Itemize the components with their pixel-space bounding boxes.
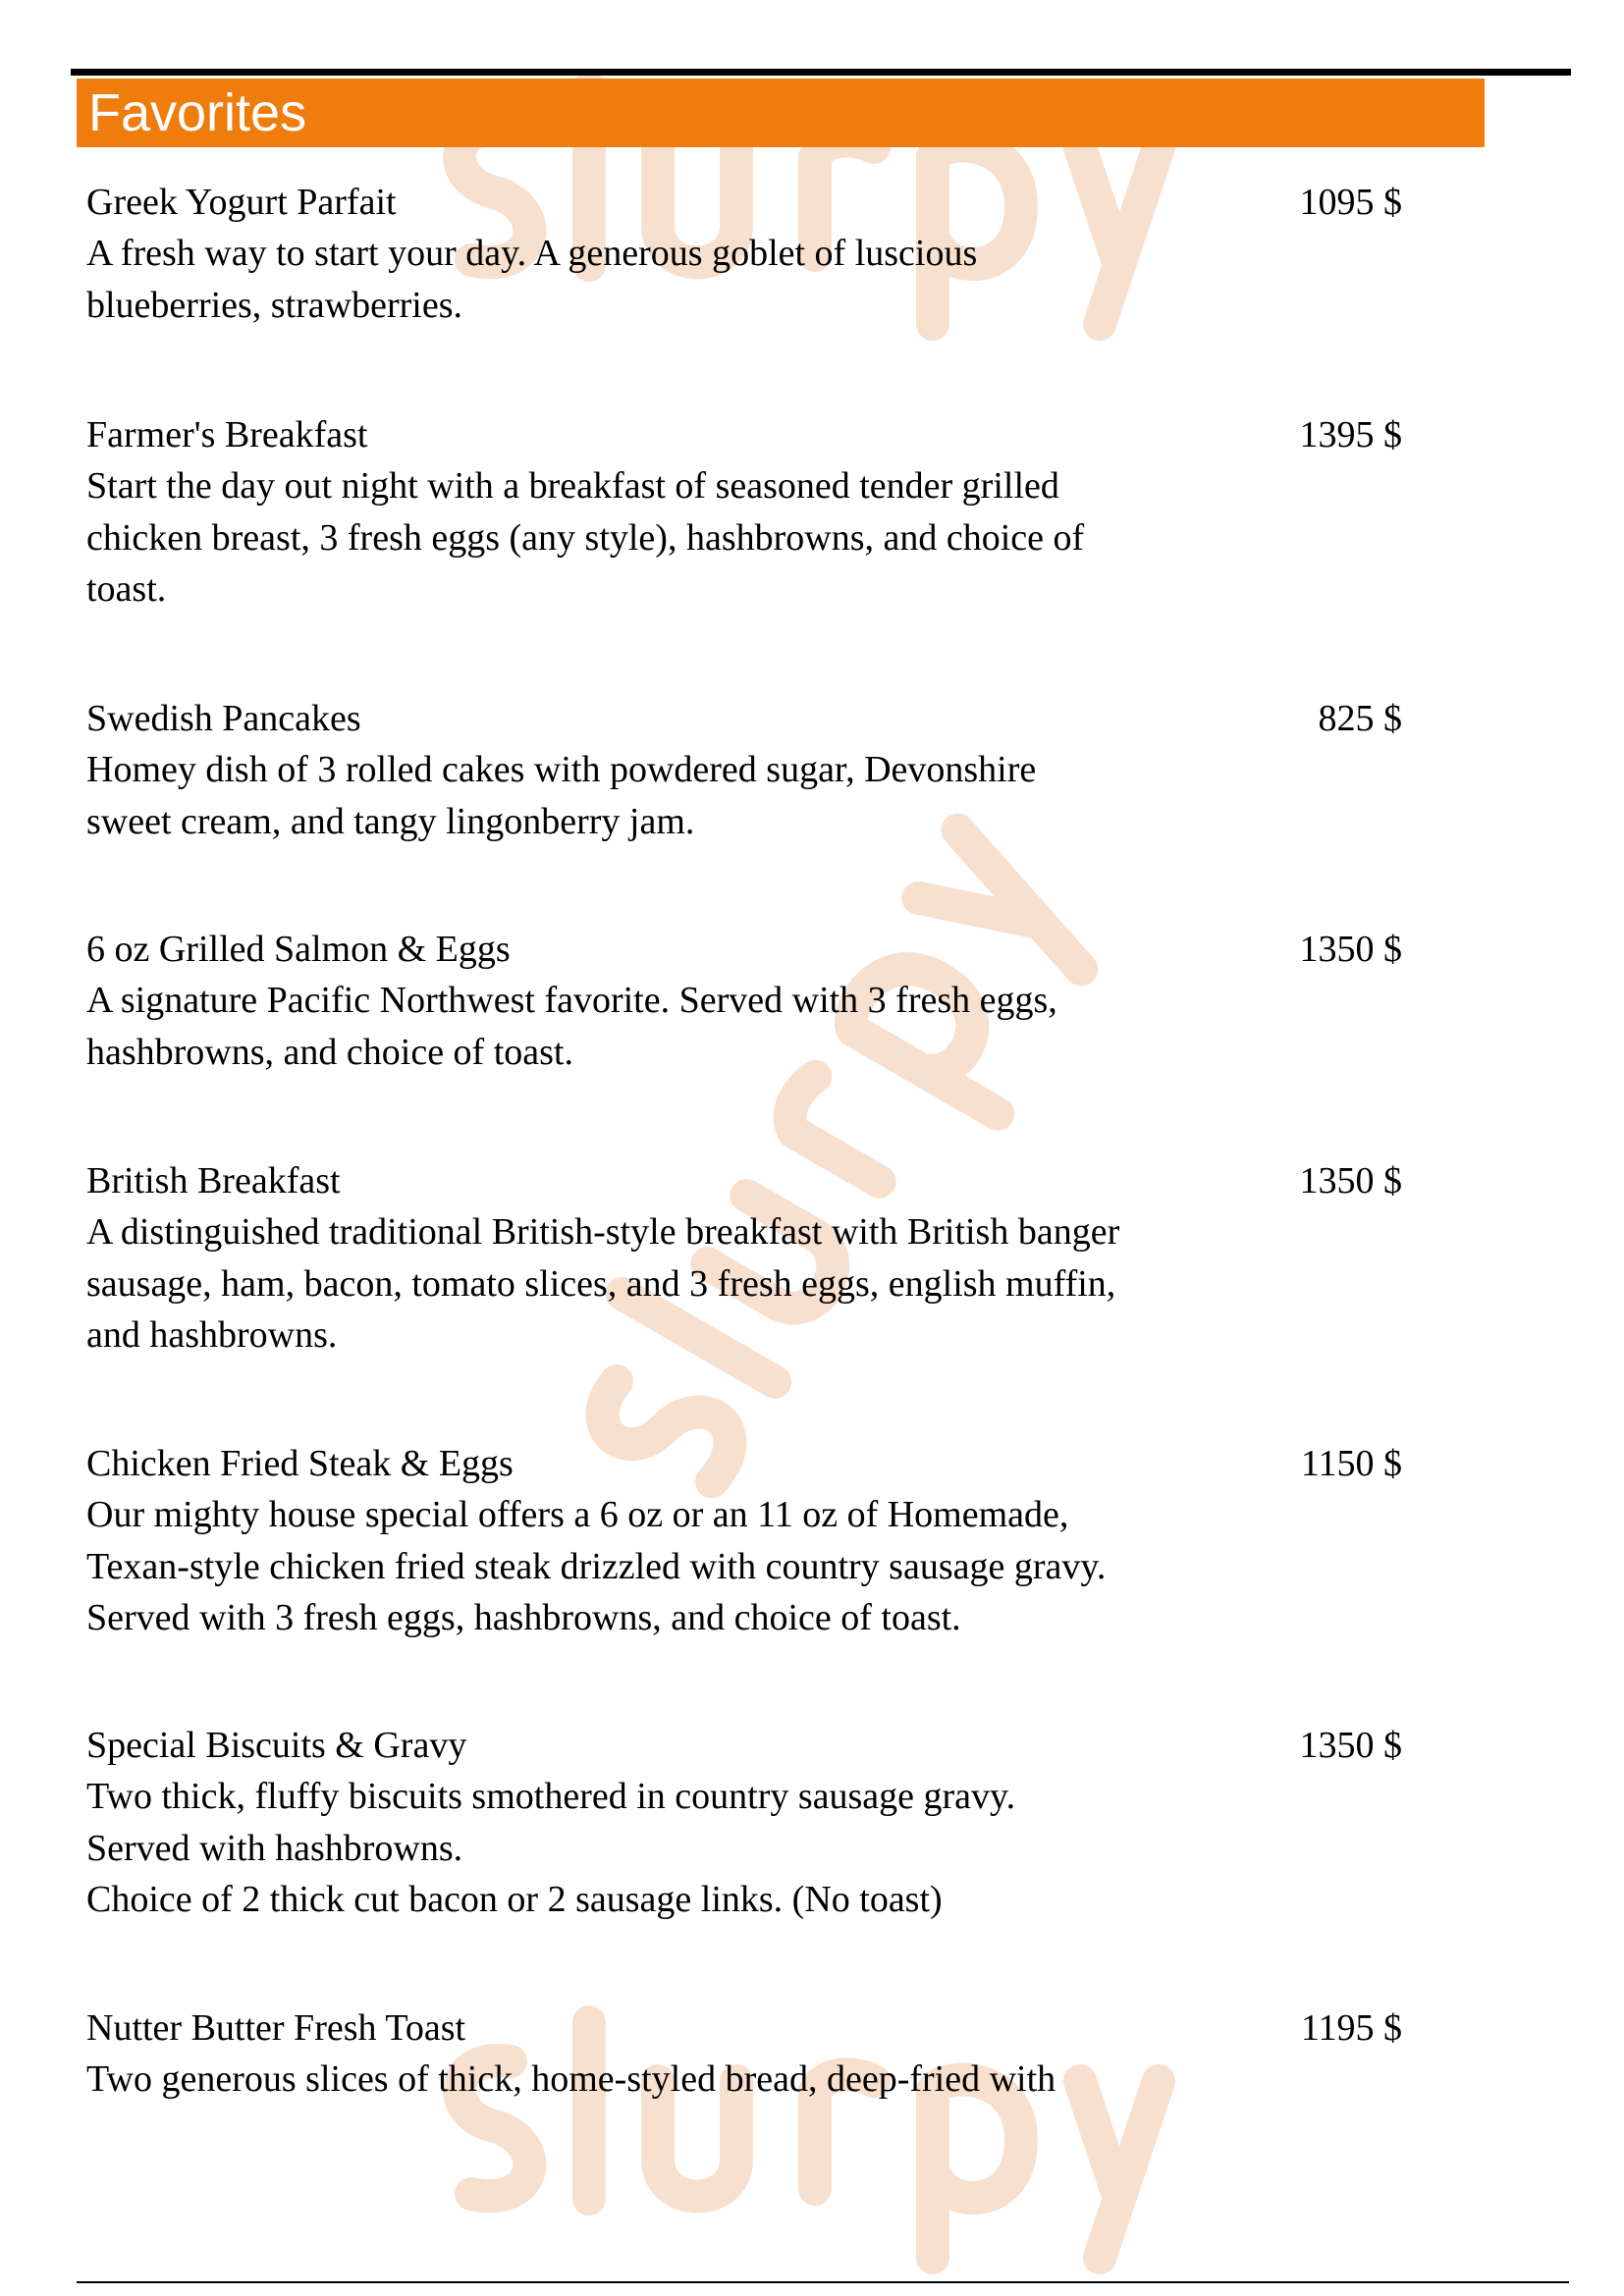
- item-price: 1350 $: [1299, 929, 1402, 970]
- item-name: Farmer's Breakfast: [86, 414, 368, 455]
- menu-item: [86, 924, 1402, 1078]
- item-price: 1095 $: [1299, 182, 1402, 223]
- item-name: 6 oz Grilled Salmon & Eggs: [86, 929, 511, 970]
- item-description: Homey dish of 3 rolled cakes with powdered sugar, Devonshire sweet cream, and tangy lingonberry jam.: [86, 749, 1037, 842]
- menu-item: [86, 1720, 1402, 1926]
- menu-item: [86, 177, 1402, 331]
- item-name: Swedish Pancakes: [86, 698, 361, 739]
- section-header: [77, 79, 1485, 147]
- item-name: Chicken Fried Steak & Eggs: [86, 1443, 514, 1484]
- menu-item: [86, 1155, 1402, 1362]
- top-rule: [71, 69, 1571, 76]
- item-name: Nutter Butter Fresh Toast: [86, 2007, 466, 2049]
- menu-item: [86, 2002, 1402, 2106]
- menu-item: [86, 693, 1402, 847]
- section-title: Favorites: [88, 83, 307, 142]
- item-description: A fresh way to start your day. A generous goblet of luscious blueberries, strawberries.: [86, 233, 978, 326]
- item-name: Greek Yogurt Parfait: [86, 182, 397, 223]
- item-name: British Breakfast: [86, 1160, 341, 1201]
- item-description: Two thick, fluffy biscuits smothered in country sausage gravy. Served with hashbrowns. Choice of 2 thick cut bacon or 2 sausage links. (No toast): [86, 1776, 1016, 1920]
- menu-item: [86, 1438, 1402, 1644]
- bottom-rule: [77, 2281, 1569, 2283]
- item-price: 825 $: [1318, 698, 1402, 739]
- item-name: Special Biscuits & Gravy: [86, 1725, 467, 1766]
- item-description: Start the day out night with a breakfast of seasoned tender grilled chicken breast, 3 fresh eggs (any style), hashbrowns, and choice of toast.: [86, 465, 1085, 610]
- item-price: 1350 $: [1299, 1160, 1402, 1201]
- item-description: A distinguished traditional British-style breakfast with British banger sausage, ham, bacon, tomato slices, and 3 fresh eggs, english muffin, and hashbrowns.: [86, 1211, 1120, 1356]
- item-price: 1150 $: [1300, 1443, 1402, 1484]
- item-price: 1195 $: [1300, 2007, 1402, 2049]
- item-description: A signature Pacific Northwest favorite. Served with 3 fresh eggs, hashbrowns, and choice of toast.: [86, 980, 1057, 1073]
- item-description: Our mighty house special offers a 6 oz or an 11 oz of Homemade, Texan-style chicken fried steak drizzled with country sausage gravy. Served with 3 fresh eggs, hashbrowns, and choice of toast.: [86, 1494, 1107, 1638]
- item-description: Two generous slices of thick, home-styled bread, deep-fried with: [86, 2058, 1056, 2100]
- item-price: 1350 $: [1299, 1725, 1402, 1766]
- menu-item: [86, 409, 1402, 615]
- item-price: 1395 $: [1299, 414, 1402, 455]
